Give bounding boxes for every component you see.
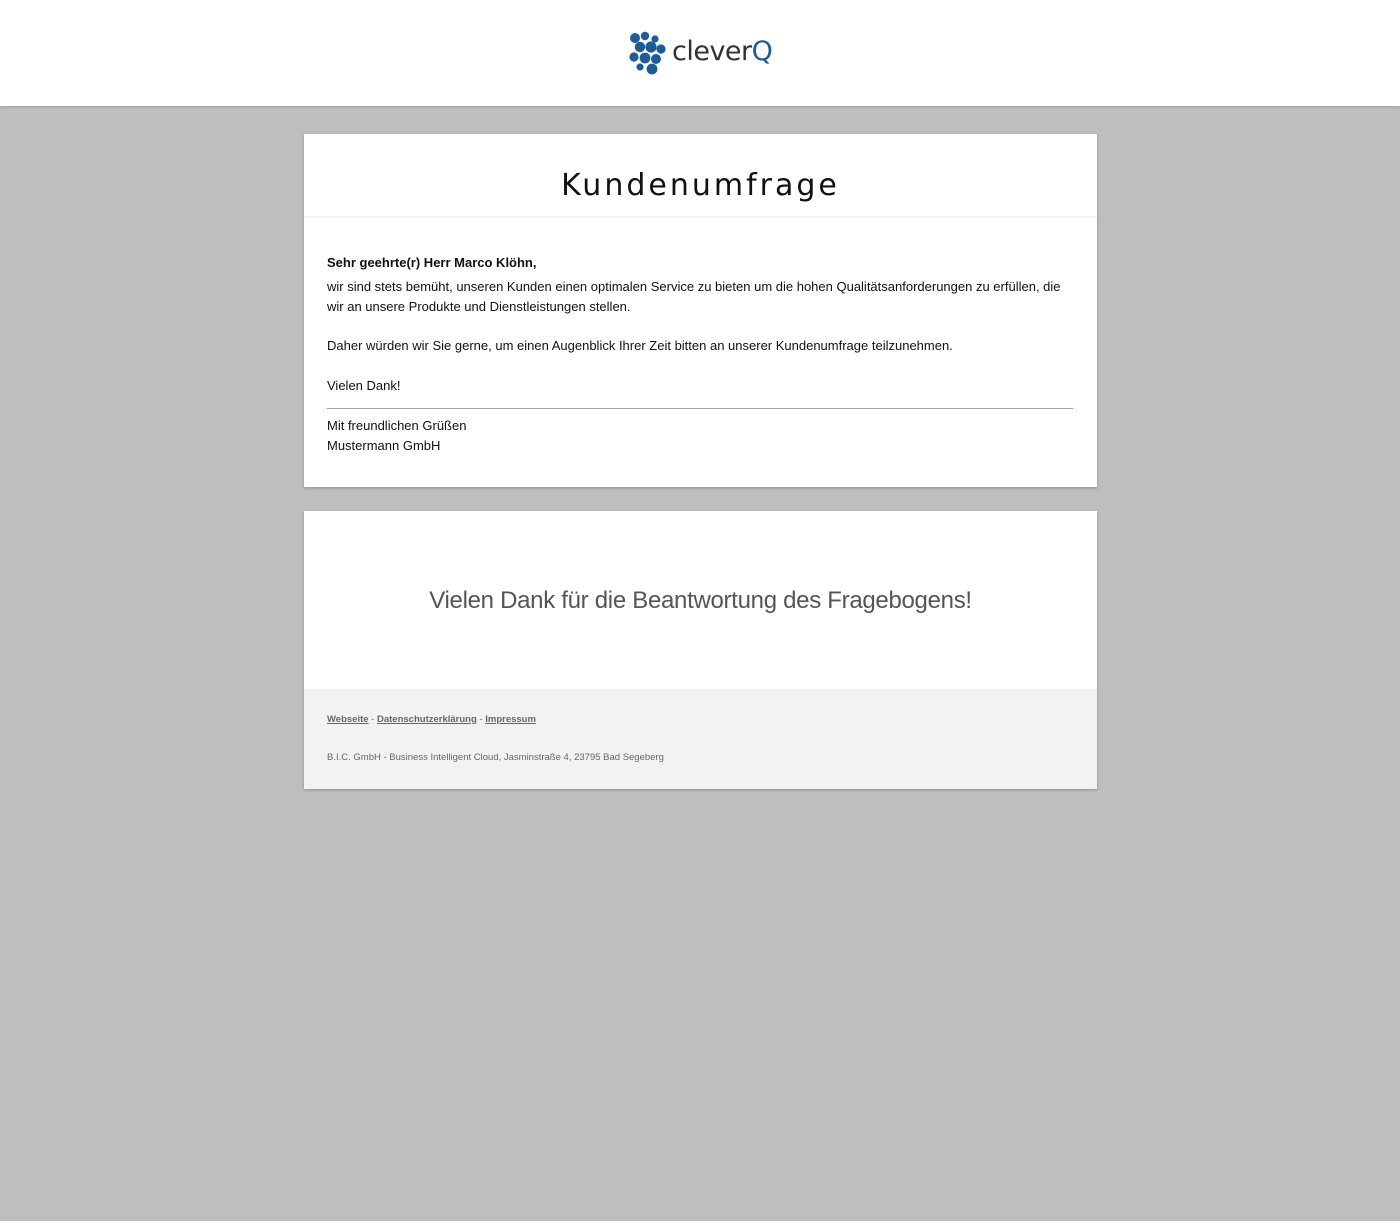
footer-address: B.I.C. GmbH - Business Intelligent Cloud, Jasminstraße 4, 23795 Bad Segeberg xyxy=(327,752,664,763)
completion-message: Vielen Dank für die Beantwortung des Fragebogens! xyxy=(429,587,972,614)
thanks-text: Vielen Dank! xyxy=(327,378,401,393)
card-footer xyxy=(304,689,1097,789)
logo-word-q: Q xyxy=(751,35,773,67)
cleverq-logo[interactable] xyxy=(628,30,772,76)
footer-link-webseite[interactable]: Webseite xyxy=(327,714,369,725)
closing-text: Mit freundlichen Grüßen xyxy=(327,418,467,433)
footer-separator: - xyxy=(476,714,486,725)
greeting-text: Sehr geehrte(r) Herr Marco Klöhn, xyxy=(327,255,537,270)
page-title: Kundenumfrage xyxy=(561,168,840,203)
invitation-paragraph: Daher würden wir Sie gerne, um einen Augenblick Ihrer Zeit bitten an unserer Kundenumfrage teilzunehmen. xyxy=(327,338,953,353)
logo-wordmark xyxy=(672,36,772,67)
signature-divider xyxy=(327,408,1073,409)
company-name: Mustermann GmbH xyxy=(327,438,441,453)
intro-paragraph: wir sind stets bemüht, unseren Kunden einen optimalen Service zu bieten um die hohen Qualitätsanforderungen zu erfüllen, die wir an unsere Produkte und Dienstleistungen stellen. xyxy=(327,279,1061,314)
page-header xyxy=(0,0,1400,106)
footer-links xyxy=(327,713,536,727)
bubbles-logo-icon xyxy=(628,30,668,76)
footer-separator: - xyxy=(368,714,377,725)
footer-link-impressum[interactable]: Impressum xyxy=(485,714,536,725)
title-separator xyxy=(304,216,1097,218)
footer-link-datenschutz[interactable]: Datenschutzerklärung xyxy=(377,714,477,725)
logo-word-clever: clever xyxy=(672,35,752,67)
